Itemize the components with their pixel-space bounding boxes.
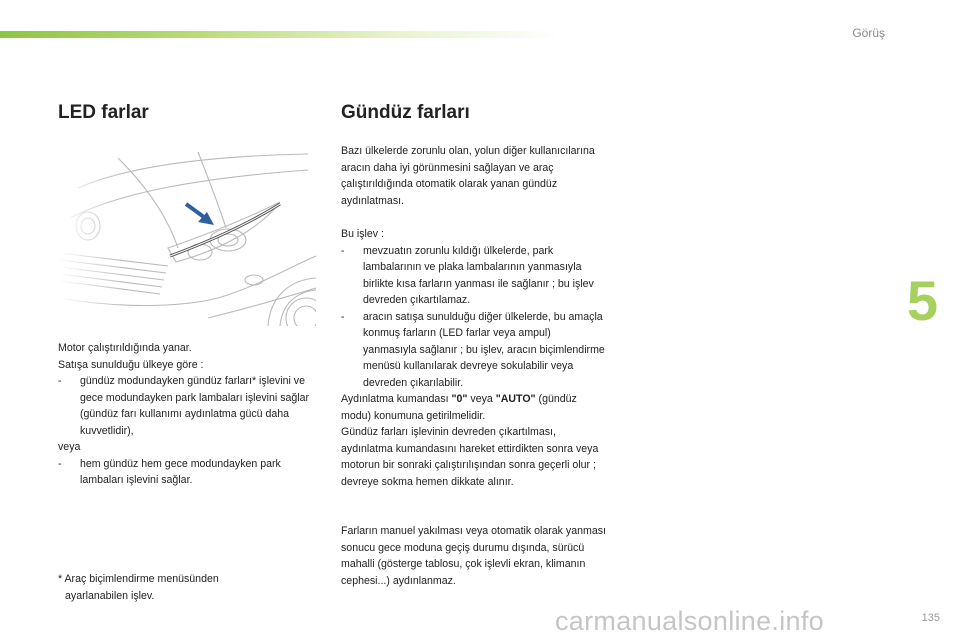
function-item-2: aracın satışa sunulduğu diğer ülkelerde, bu amaçla konmuş farların (LED farlar veya ampul) yanmasıyla sağlanır ; bu işlev, aracın biçimlendirme menüsü kullanılarak devreye sokulabilir veya devreden çıkarılabilir. xyxy=(363,310,605,389)
led-intro-line-1: Motor çalıştırıldığında yanar. xyxy=(58,342,192,354)
footnote-line-1: * Araç biçimlendirme menüsünden xyxy=(58,573,219,585)
list-item: - mevzuatın zorunlu kıldığı ülkelerde, park lambalarının ve plaka lambalarının yanmasıyla birlikte kısa farların yanması ile sağlanır ; bu işlev devreden çıkartılamaz. xyxy=(341,243,606,309)
section-name: Görüş xyxy=(852,26,885,40)
led-description xyxy=(58,340,320,489)
page-number: 135 xyxy=(921,612,940,624)
header-accent-bar xyxy=(0,31,560,38)
night-mode-paragraph: Farların manuel yakılması veya otomatik olarak yanması sonucu gece moduna geçiş durumu dışında, sürücü mahalli (gösterge tablosu, çok işlevli ekran, klimanın cephesi...) aydınlanmaz. xyxy=(341,525,606,587)
list-item: - hem gündüz hem gece modundayken park lambaları işlevini sağlar. xyxy=(58,456,320,489)
led-conjunction: veya xyxy=(58,441,81,453)
footnote-line-2: ayarlanabilen işlev. xyxy=(65,589,155,602)
daytime-function xyxy=(341,226,606,490)
daytime-lights-heading: Gündüz farları xyxy=(341,102,470,123)
chapter-number: 5 xyxy=(906,269,938,332)
switch-value-auto: "AUTO" xyxy=(495,393,536,405)
watermark: carmanualsonline.info xyxy=(555,606,824,636)
switch-instruction: Aydınlatma kumandası "0" veya "AUTO" (gündüz modu) konumuna getirilmelidir. xyxy=(341,393,577,422)
deactivation-paragraph: Gündüz farları işlevinin devreden çıkartılması, aydınlatma kumandasını hareket ettirdikten sonra veya motorun bir sonraki çalıştırılışından sonra geçerli olur ; devreye sokma hemen dikkate alınır. xyxy=(341,426,599,488)
switch-value-0: "0" xyxy=(451,393,468,405)
led-item-1: gündüz modundayken gündüz farları* işlevini ve gece modundayken park lambaları işlevini sağlar (gündüz farı kullanımı aydınlatma gücü daha kuvvetlidir), xyxy=(80,375,310,437)
led-item-2: hem gündüz hem gece modundayken park lambaları işlevini sağlar. xyxy=(80,457,281,486)
led-intro-line-2: Satışa sunulduğu ülkeye göre : xyxy=(58,358,204,371)
car-headlight-illustration xyxy=(58,148,316,326)
list-item: - aracın satışa sunulduğu diğer ülkelerde, bu amaçla konmuş farların (LED farlar veya ampul) yanmasıyla sağlanır ; bu işlev, aracın biçimlendirme menüsü kullanılarak devreye sokulabilir veya devreden çıkarılabilir. xyxy=(341,309,606,392)
function-item-1: mevzuatın zorunlu kıldığı ülkelerde, park lambalarının ve plaka lambalarının yanmasıyla birlikte kısa farların yanması ile sağlanır ; bu işlev devreden çıkartılamaz. xyxy=(363,244,594,306)
function-label: Bu işlev : xyxy=(341,228,384,240)
led-headlights-heading: LED farlar xyxy=(58,102,149,123)
daytime-intro: Bazı ülkelerde zorunlu olan, yolun diğer kullanıcılarına aracın daha iyi görünmesini sağlayan ve araç çalıştırıldığında otomatik olarak yanan gündüz aydınlatması. xyxy=(341,145,595,207)
list-item: - gündüz modundayken gündüz farları* işlevini ve gece modundayken park lambaları işlevini sağlar (gündüz farı kullanımı aydınlatma gücü daha kuvvetlidir), xyxy=(58,373,320,439)
footnote xyxy=(58,571,318,604)
